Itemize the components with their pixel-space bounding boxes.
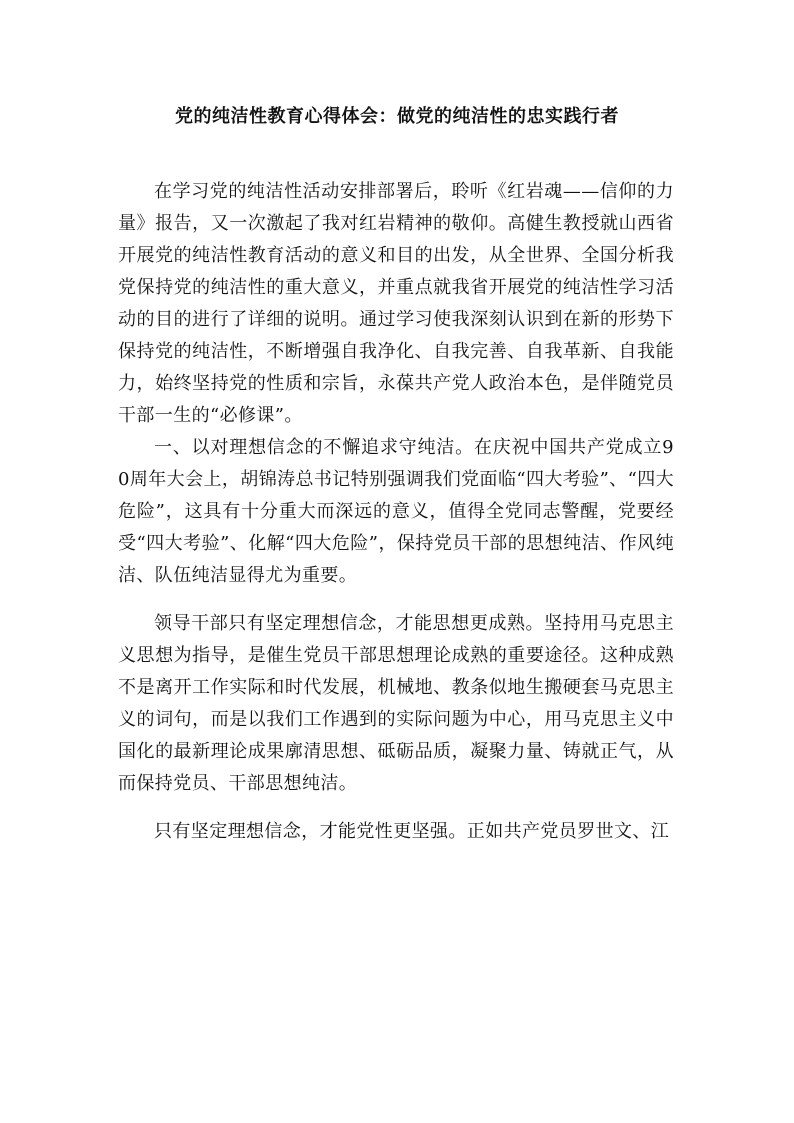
- paragraph-thought-maturity: 领导干部只有坚定理想信念，才能思想更成熟。坚持用马克思主义思想为指导，是催生党员干部思想理论成熟的重要途径。这种成熟不是离开工作实际和时代发展，机械地、教条似地生搬硬套马克思主义的词句，而是以我们工作遇到的实际问题为中心，用马克思主义中国化的最新理论成果廓清思想、砥砺品质，凝聚力量、铸就正气，从而保持党员、干部思想纯洁。: [118, 613, 674, 794]
- paragraph-party-spirit: 只有坚定理想信念，才能党性更坚强。正如共产党员罗世文、江: [154, 821, 670, 842]
- paragraph-section-one: 一、以对理想信念的不懈追求守纯洁。在庆祝中国共产党成立90周年大会上，胡锦涛总书记特别强调我们党面临“四大考验”、“四大危险”，这具有十分重大而深远的意义，值得全党同志警醒，党要经受“四大考验”、化解“四大危险”，保持党员干部的思想纯洁、作风纯洁、队伍纯洁显得尤为重要。: [118, 437, 674, 586]
- document-title: 党的纯洁性教育心得体会：做党的纯洁性的忠实践行者: [175, 106, 619, 127]
- document-body: [118, 176, 674, 848]
- paragraph-intro: 在学习党的纯洁性活动安排部署后，聆听《红岩魂——信仰的力量》报告，又一次激起了我对红岩精神的敬仰。高健生教授就山西省开展党的纯洁性教育活动的意义和目的出发，从全世界、全国分析我党保持党的纯洁性的重大意义，并重点就我省开展党的纯洁性学习活动的目的进行了详细的说明。通过学习使我深刻认识到在新的形势下保持党的纯洁性，不断增强自我净化、自我完善、自我革新、自我能力，始终坚持党的性质和宗旨，永葆共产党人政治本色，是伴随党员干部一生的“必修课”。: [118, 181, 674, 426]
